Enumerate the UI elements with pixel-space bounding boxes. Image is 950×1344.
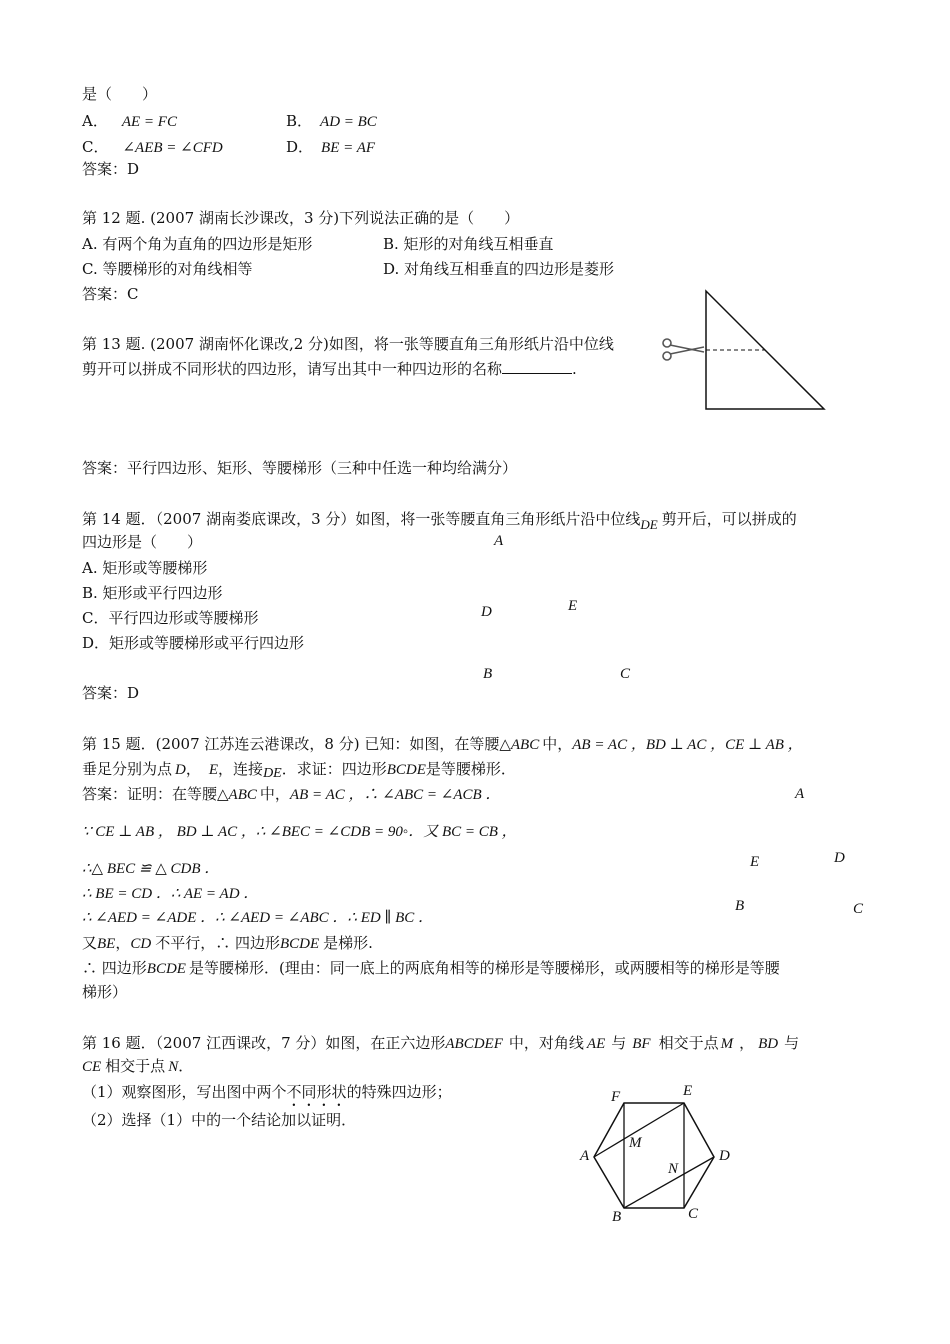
q15-proof-line6: 又BE，CD 不平行，∴ 四边形BCDE 是梯形. (82, 934, 373, 952)
q11-option-a: A． AE = FC (82, 112, 177, 130)
q14-option-d: D．矩形或等腰梯形或平行四边形 (82, 634, 305, 652)
q16-stem-line1: 第 16 题．（2007 江西课改，7 分）如图，在正六边形ABCDEF 中，对角线 AE 与 BF 相交于点 M ， BD 与 (82, 1034, 800, 1052)
q16-label-f: F (611, 1089, 621, 1105)
q14-option-b: B. 矩形或平行四边形 (82, 584, 223, 602)
q15-label-e: E (750, 854, 760, 870)
q12-option-d: D. 对角线互相垂直的四边形是菱形 (383, 260, 615, 278)
q12-option-a: A. 有两个角为直角的四边形是矩形 (82, 235, 313, 253)
q15-proof-line5: ∴ ∠AED = ∠ADE ．∴ ∠AED = ∠ABC ．∴ ED ∥ BC ． (82, 910, 434, 926)
q12-option-c: C. 等腰梯形的对角线相等 (82, 260, 253, 278)
q11-option-b: B． AD = BC (286, 112, 377, 130)
q15-proof-line2: ∵ CE ⊥ AB ， BD ⊥ AC ，∴ ∠BEC = ∠CDB = 90◦．又 BC = CB ， (82, 824, 517, 840)
q16-emphasis: 不同形状 (286, 1083, 347, 1101)
q16-label-m: M (629, 1135, 642, 1151)
q16-label-n: N (668, 1161, 679, 1177)
q16-part1: （1）观察图形，写出图中两个不同形状的特殊四边形； (82, 1083, 452, 1101)
q13-stem-line2: 剪开可以拼成不同形状的四边形，请写出其中一种四边形的名称 . (82, 360, 577, 378)
q15-proof-line4: ∴ BE = CD ．∴ AE = AD ． (82, 886, 259, 902)
q15-stem-line2: 垂足分别为点 D， E，连接DE．求证：四边形BCDE是等腰梯形． (82, 760, 516, 781)
q12-option-b: B. 矩形的对角线互相垂直 (383, 235, 554, 253)
q14-stem-line1: 第 14 题．（2007 湖南娄底课改，3 分）如图，将一张等腰直角三角形纸片沿中位线DE 剪开后，可以拼成的 (82, 510, 797, 532)
q14-answer: 答案：D (82, 684, 140, 702)
q15-proof-line8: 梯形） (82, 983, 128, 1001)
q11-option-d: D． BE = AF (286, 138, 376, 156)
q15-proof-line7: ∴ 四边形BCDE 是等腰梯形．(理由：同一底上的两底角相等的梯形是等腰梯形，或两腰相等的梯形是等腰 (82, 959, 780, 977)
q14-stem-line2: 四边形是（ ） (82, 533, 203, 551)
q14-label-e: E (568, 598, 578, 614)
q16-label-b: B (612, 1209, 622, 1225)
q11-option-c: C． ∠AEB = ∠CFD (82, 138, 223, 156)
q16-stem-line2: CE 相交于点 N． (82, 1057, 194, 1075)
q16-part2: （2）选择（1）中的一个结论加以证明． (82, 1111, 357, 1129)
q14-label-c: C (620, 666, 631, 682)
q11-stem-tail: 是（ ） (82, 85, 158, 103)
q16-label-e: E (683, 1083, 693, 1099)
q14-option-a: A. 矩形或等腰梯形 (82, 559, 208, 577)
q15-label-a: A (795, 786, 805, 802)
q13-stem-line1: 第 13 题. (2007 湖南怀化课改,2 分)如图，将一张等腰直角三角形纸片沿中位线 (82, 335, 614, 353)
q16-hexagon (594, 1103, 714, 1208)
q16-label-c: C (688, 1206, 699, 1222)
q13-answer: 答案：平行四边形、矩形、等腰梯形（三种中任选一种均给满分） (82, 459, 518, 477)
q15-label-d: D (834, 850, 845, 866)
q14-label-b: B (483, 666, 493, 682)
q15-proof-line3: ∴△ BEC ≌ △ CDB ． (82, 861, 220, 877)
q14-label-a: A (494, 533, 504, 549)
q15-label-c: C (853, 901, 864, 917)
q15-label-b: B (735, 898, 745, 914)
q16-label-a: A (580, 1148, 590, 1164)
q12-answer: 答案：C (82, 285, 139, 303)
q14-option-c: C．平行四边形或等腰梯形 (82, 609, 259, 627)
q15-proof-line1: 答案：证明：在等腰△ABC 中，AB = AC ，∴ ∠ABC = ∠ACB ． (82, 785, 501, 803)
q16-label-d: D (719, 1148, 730, 1164)
q12-stem: 第 12 题. (2007 湖南长沙课改，3 分)下列说法正确的是（ ） (82, 209, 520, 227)
q11-answer: 答案：D (82, 160, 140, 178)
q15-stem-line1: 第 15 题．(2007 江苏连云港课改，8 分) 已知：如图，在等腰△ABC 中，AB = AC ，BD ⊥ AC ，CE ⊥ AB ， (82, 735, 803, 753)
q14-label-d: D (481, 604, 492, 620)
